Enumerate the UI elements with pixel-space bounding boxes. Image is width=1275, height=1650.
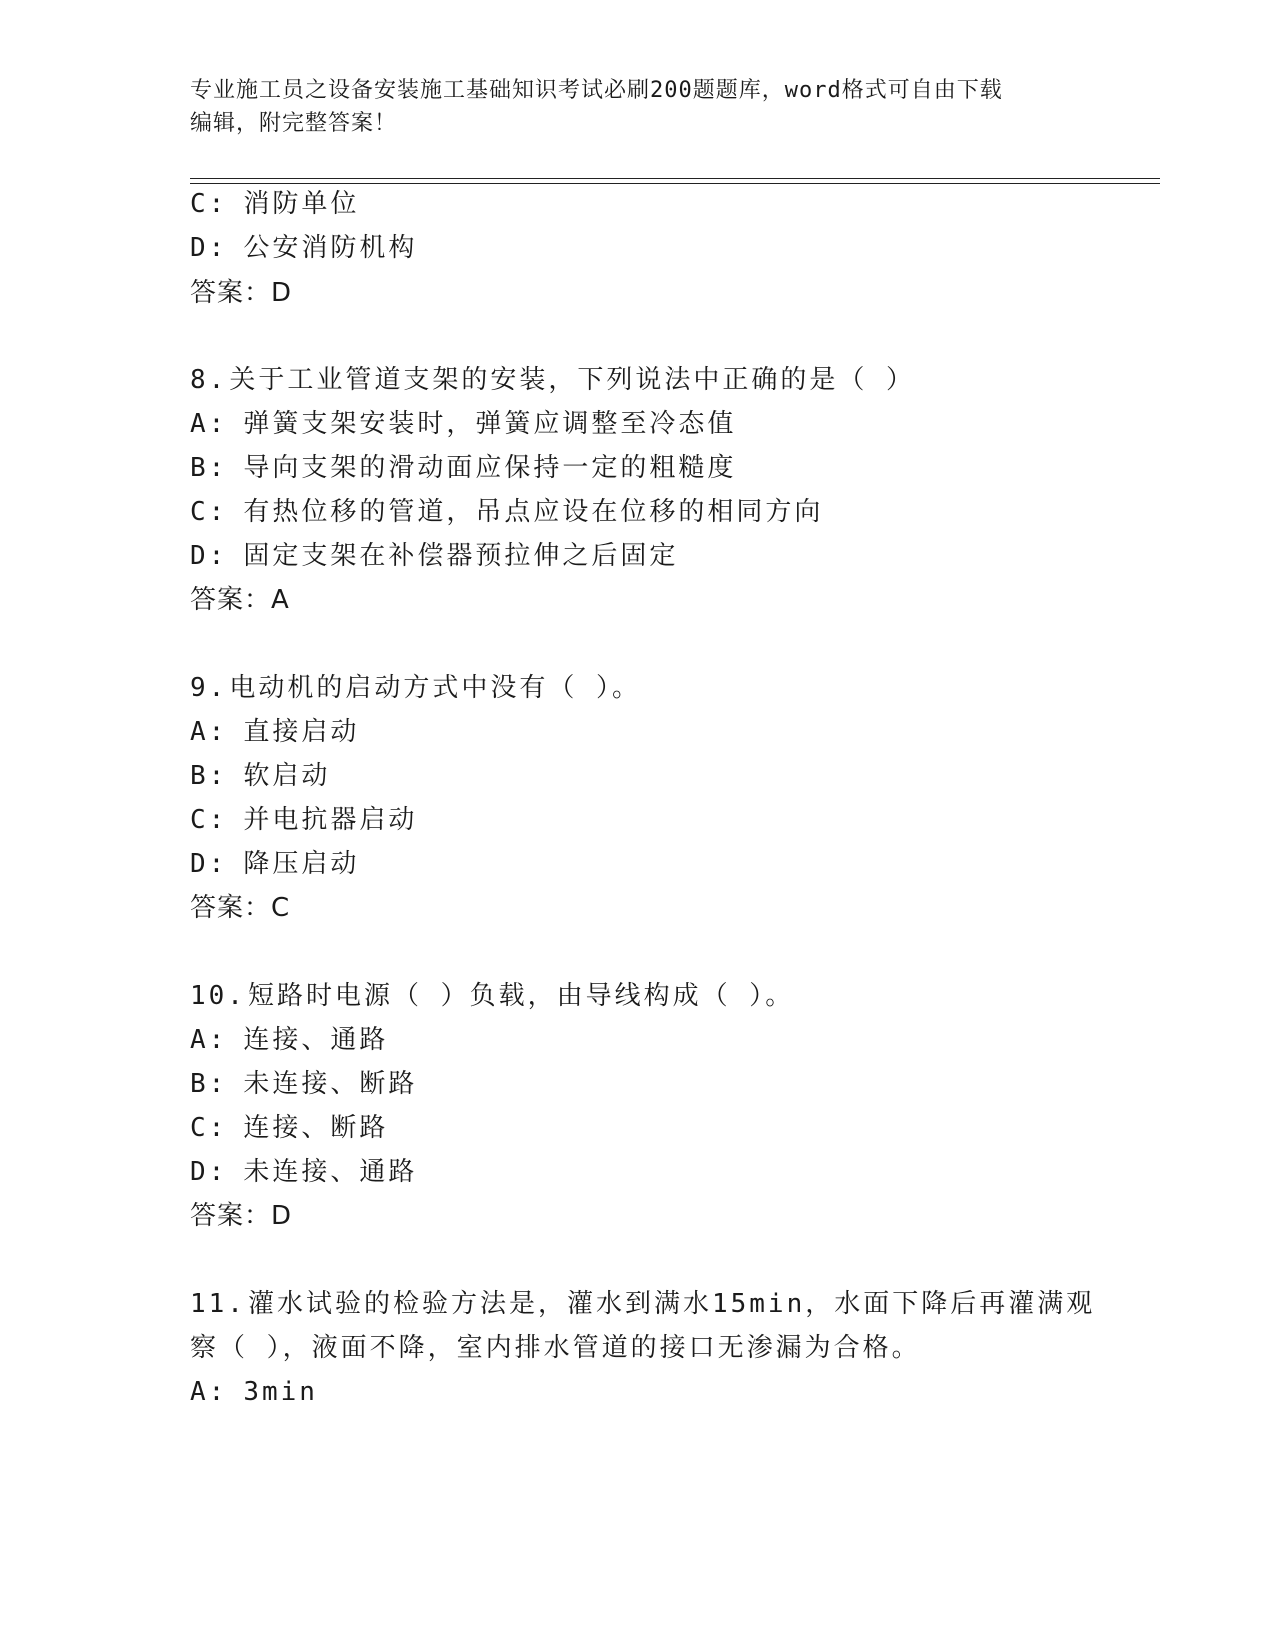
- option-letter: D:: [190, 1157, 228, 1187]
- option-letter: C:: [190, 1113, 228, 1143]
- option-text: 固定支架在补偿器预拉伸之后固定: [243, 541, 679, 571]
- q11-stem-line-2: 察（ ），液面不降，室内排水管道的接口无渗漏为合格。: [190, 1333, 921, 1363]
- option-text: 公安消防机构: [243, 233, 418, 263]
- question-number: 8.: [190, 365, 228, 395]
- option-letter: D:: [190, 541, 228, 571]
- q10-option-b: [190, 1066, 417, 1102]
- question-text: 关于工业管道支架的安装，下列说法中正确的是（ ）: [229, 365, 915, 395]
- option-letter: A:: [190, 1025, 228, 1055]
- option-text: 降压启动: [243, 849, 360, 879]
- header-line-2: 编辑，附完整答案！: [190, 111, 398, 136]
- q9-option-c: [190, 802, 417, 838]
- question-text: 灌水试验的检验方法是，灌水到满水15min，水面下降后再灌满观: [247, 1289, 1096, 1319]
- option-letter: A:: [190, 409, 228, 439]
- option-letter: B:: [190, 453, 228, 483]
- q7-option-c: [190, 186, 359, 222]
- question-number: 10.: [190, 981, 246, 1011]
- option-text: 有热位移的管道，吊点应设在位移的相同方向: [243, 497, 824, 527]
- q9-option-b: [190, 758, 330, 794]
- q10-option-c: [190, 1110, 388, 1146]
- header-divider-bottom: [190, 183, 1160, 184]
- option-text: 连接、断路: [243, 1113, 389, 1143]
- q10-stem: [190, 978, 794, 1014]
- q9-option-d: [190, 846, 359, 882]
- q8-option-c: [190, 494, 823, 530]
- question-number: 9.: [190, 673, 228, 703]
- question-text: 电动机的启动方式中没有（ ）。: [229, 673, 641, 703]
- q10-answer: 答案：D: [190, 1201, 293, 1231]
- q11-stem-line-1: [190, 1286, 1095, 1322]
- option-letter: C:: [190, 189, 228, 219]
- option-letter: D:: [190, 233, 228, 263]
- option-text: 连接、通路: [243, 1025, 389, 1055]
- option-text: 导向支架的滑动面应保持一定的粗糙度: [243, 453, 737, 483]
- option-text: 消防单位: [243, 189, 360, 219]
- option-letter: A:: [190, 1377, 228, 1407]
- option-text: 3min: [243, 1377, 318, 1407]
- q10-option-a: [190, 1022, 388, 1058]
- option-text: 软启动: [243, 761, 331, 791]
- option-letter: B:: [190, 761, 228, 791]
- option-text: 直接启动: [243, 717, 360, 747]
- option-text: 并电抗器启动: [243, 805, 418, 835]
- q8-option-d: [190, 538, 678, 574]
- option-text: 未连接、断路: [243, 1069, 418, 1099]
- q9-answer: 答案：C: [190, 893, 291, 923]
- header-line-1: 专业施工员之设备安装施工基础知识考试必刷200题题库，word格式可自由下载: [190, 78, 1003, 103]
- q7-answer: 答案：D: [190, 278, 293, 308]
- q8-answer: 答案：A: [190, 585, 290, 615]
- option-letter: C:: [190, 805, 228, 835]
- q11-option-a: [190, 1374, 318, 1410]
- q9-option-a: [190, 714, 359, 750]
- option-letter: D:: [190, 849, 228, 879]
- q7-option-d: [190, 230, 417, 266]
- question-number: 11.: [190, 1289, 246, 1319]
- q8-option-a: [190, 406, 736, 442]
- option-letter: C:: [190, 497, 228, 527]
- question-text: 短路时电源（ ）负载，由导线构成（ ）。: [247, 981, 795, 1011]
- option-text: 弹簧支架安装时，弹簧应调整至冷态值: [243, 409, 737, 439]
- option-letter: A:: [190, 717, 228, 747]
- header-divider-top: [190, 178, 1160, 179]
- q10-option-d: [190, 1154, 417, 1190]
- document-header: [190, 74, 1070, 140]
- option-letter: B:: [190, 1069, 228, 1099]
- q9-stem: [190, 670, 641, 706]
- option-text: 未连接、通路: [243, 1157, 418, 1187]
- q8-option-b: [190, 450, 736, 486]
- q8-stem: [190, 362, 915, 398]
